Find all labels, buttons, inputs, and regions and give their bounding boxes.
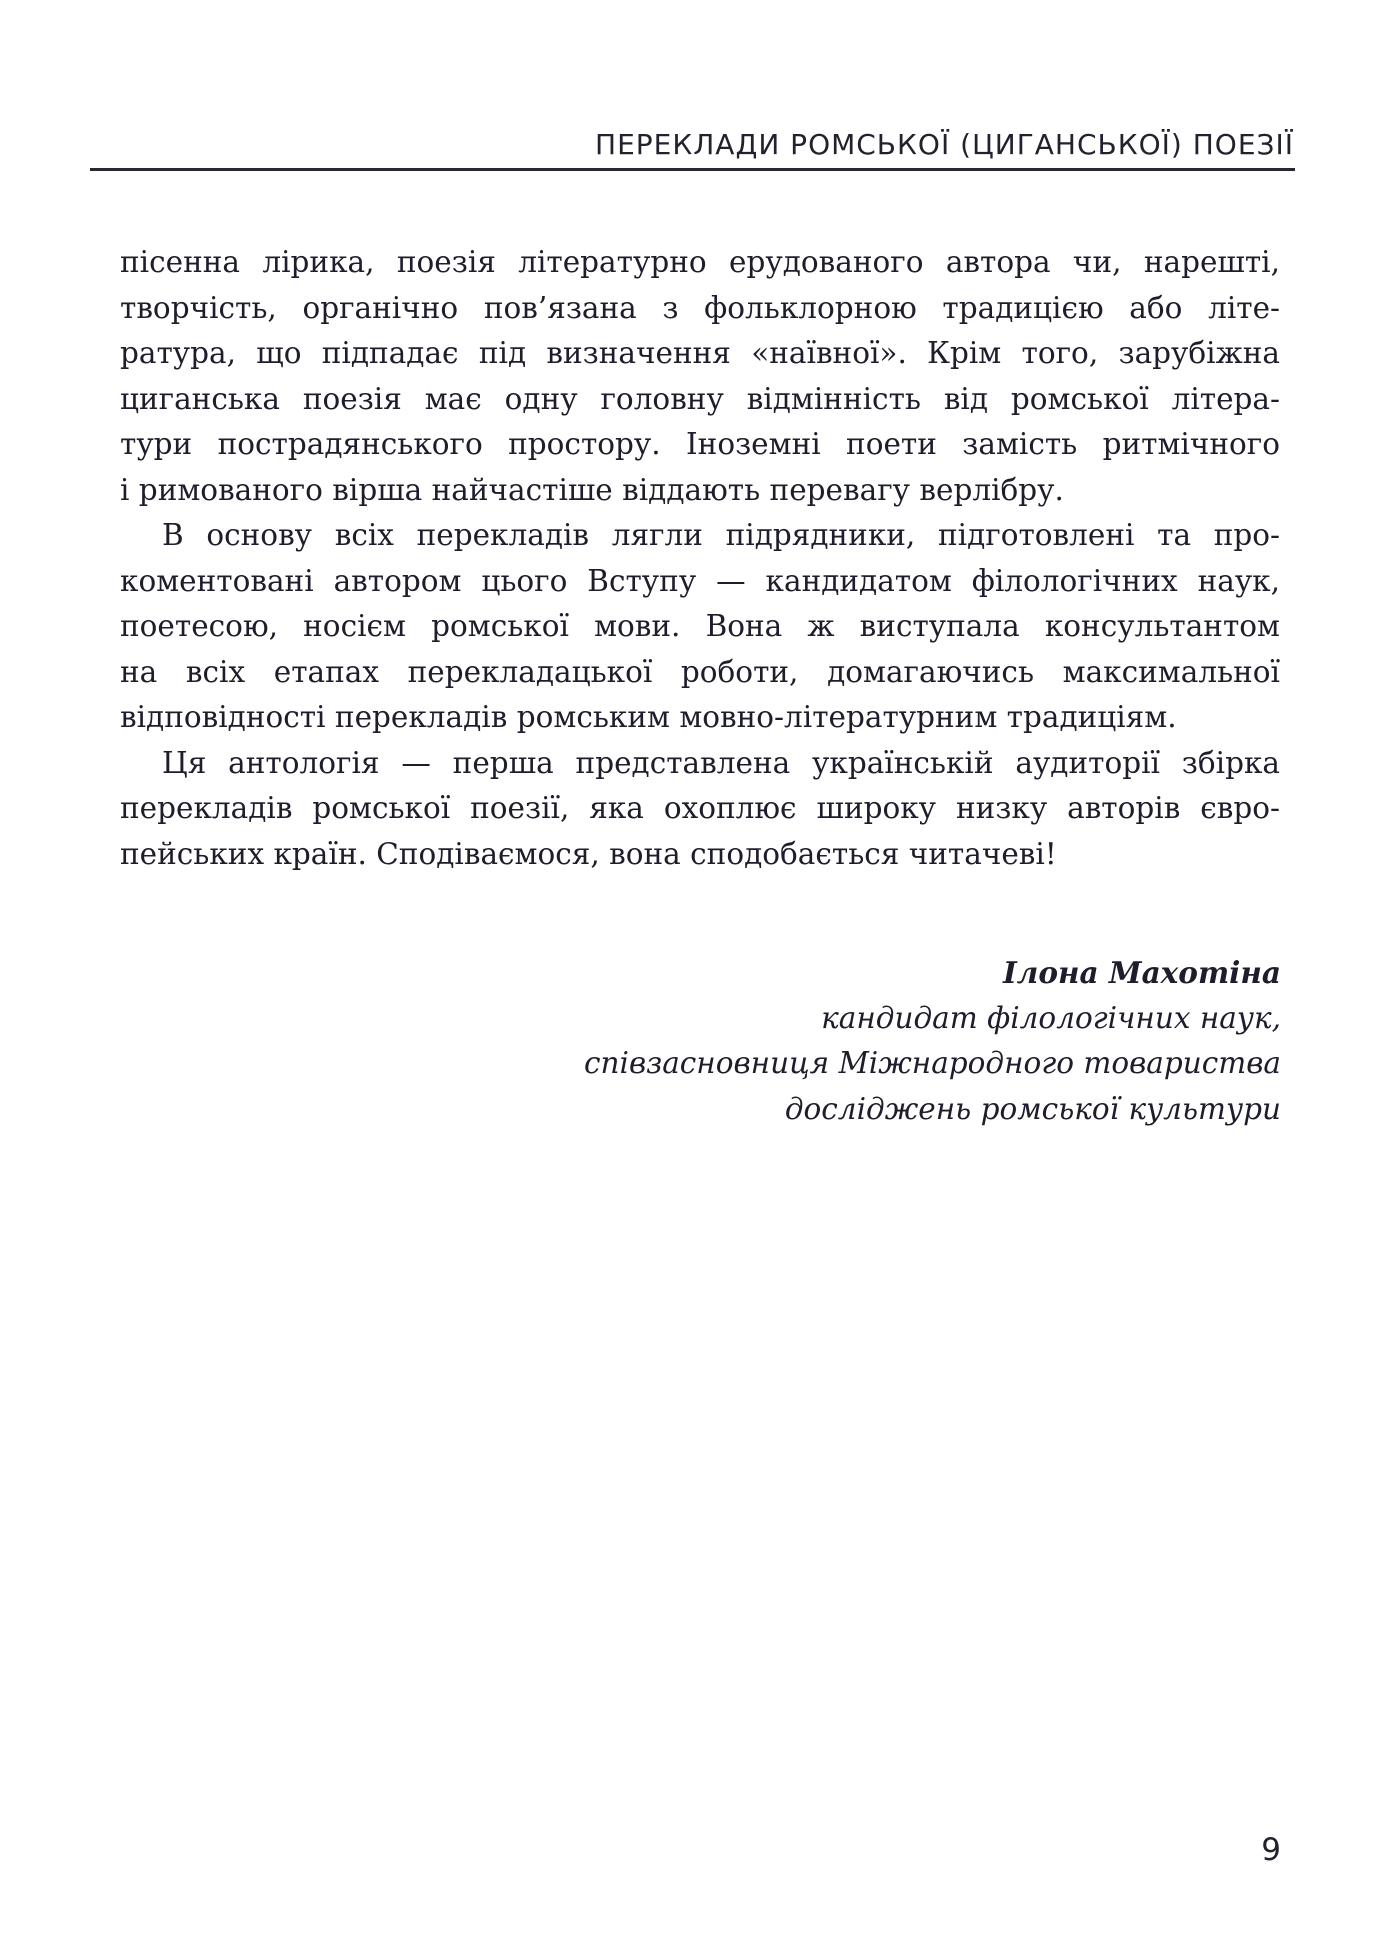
body-line: на всіх етапах перекладацької роботи, домагаючись максимальної	[120, 654, 1280, 689]
running-head-title: ПЕРЕКЛАДИ РОМСЬКОЇ (ЦИГАНСЬКОЇ) ПОЕЗІЇ	[595, 128, 1294, 161]
author-title-line: співзасновниця Міжнародного товариства	[583, 1046, 1281, 1080]
author-title-line: кандидат філологічних наук,	[821, 1000, 1281, 1035]
author-signature	[584, 950, 1281, 1132]
body-line: перекладів ромської поезії, яка охоплює широку низку авторів євро-	[120, 791, 1280, 825]
body-line: пісенна лірика, поезія літературно ерудованого автора чи, нарешті,	[120, 245, 1280, 279]
author-title-line: досліджень ромської культури	[784, 1091, 1281, 1126]
body-line: і римованого вірша найчастіше віддають перевагу верлібру.	[120, 472, 1064, 507]
body-line: поетесою, носієм ромської мови. Вона ж виступала консультантом	[120, 609, 1280, 643]
body-line: творчість, органічно пов’язана з фольклорною традицією або літе-	[120, 290, 1280, 325]
page-number: 9	[1261, 1832, 1281, 1868]
body-line: коментовані автором цього Вступу — кандидатом філологічних наук,	[120, 563, 1280, 598]
body-line: Ця антологія — перша представлена українській аудиторії збірка	[162, 745, 1280, 780]
body-line: тури пострадянського простору. Іноземні поети замість ритмічного	[120, 427, 1280, 461]
body-line: ратура, що підпадає під визначення «наївної». Крім того, зарубіжна	[120, 336, 1280, 370]
body-line: циганська поезія має одну головну відмінність від ромської літера-	[120, 381, 1280, 416]
body-line: відповідності перекладів ромським мовно-літературним традиціям.	[120, 700, 1177, 734]
body-line: пейських країн. Сподіваємося, вона сподобається читачеві!	[120, 836, 1057, 871]
body-line: В основу всіх перекладів лягли підрядники, підготовлені та про-	[162, 518, 1280, 552]
author-name: Ілона Махотіна	[1002, 955, 1281, 990]
body-text	[120, 240, 1280, 877]
header-rule	[90, 168, 1295, 171]
